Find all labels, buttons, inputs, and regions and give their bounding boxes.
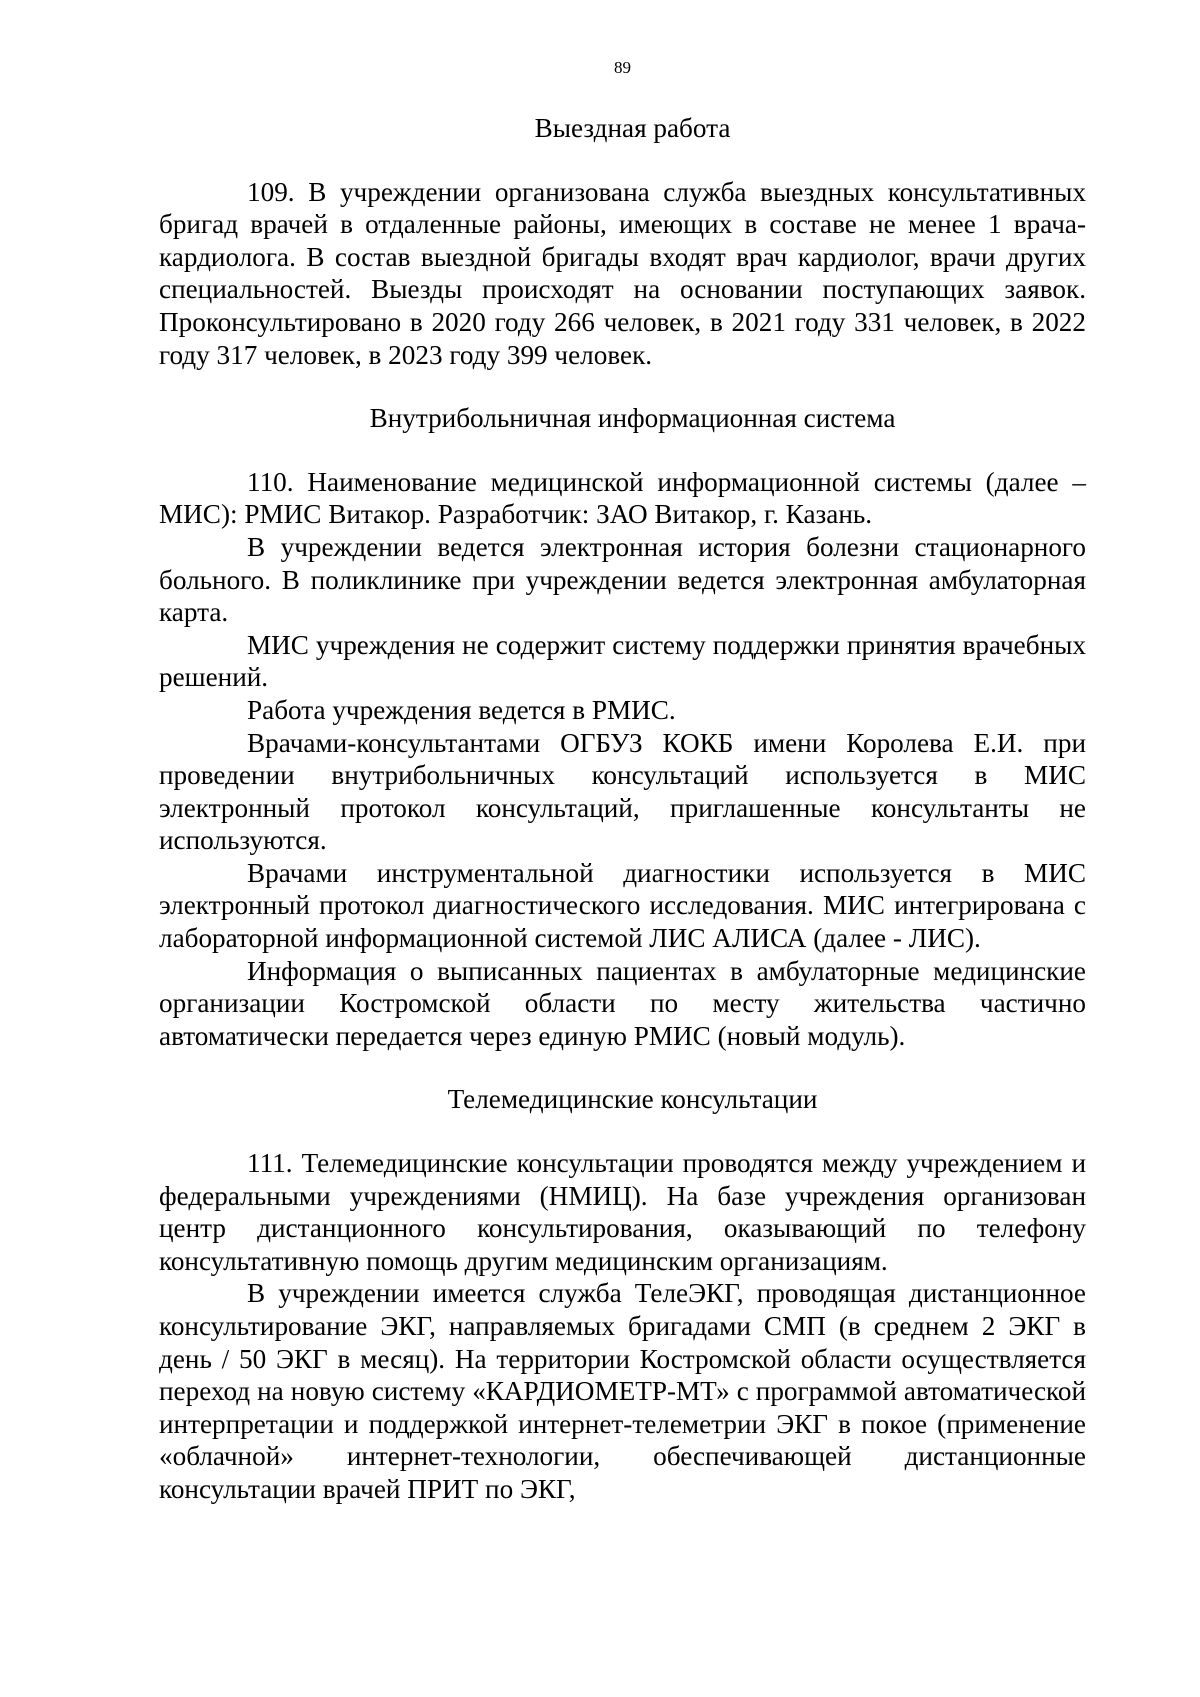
paragraph-110: 110. Наименование медицинской информационной системы (далее – МИС): РМИС Витакор. Разработчик: ЗАО Витакор, г. Казань. bbox=[159, 466, 1086, 530]
paragraph-discharged-patients: Информация о выписанных пациентах в амбулаторные медицинские организации Костромской области по месту жительства частично автоматически передается через единую РМИС (новый модуль). bbox=[159, 955, 1086, 1051]
page-number: 89 bbox=[614, 58, 631, 77]
document-body bbox=[159, 112, 1086, 1506]
paragraph-electronic-records: В учреждении ведется электронная история болезни стационарного больного. В поликлинике при учреждении ведется электронная амбулаторная карта. bbox=[159, 531, 1086, 628]
paragraph-rmis-work: Работа учреждения ведется в РМИС. bbox=[247, 694, 676, 725]
paragraph-tele-ecg: В учреждении имеется служба ТелеЭКГ, проводящая дистанционное консультирование ЭКГ, направляемых бригадами СМП (в среднем 2 ЭКГ в день / 50 ЭКГ в месяц). На территории Костромской области осуществляется переход на новую систему «КАРДИОМЕТР-МТ» с программой автоматической интерпретации и поддержкой интернет-телеметрии ЭКГ в покое (применение «облачной» интернет-технологии, обеспечивающей дистанционные консультации врачей ПРИТ по ЭКГ, bbox=[159, 1278, 1086, 1504]
section-heading-field-work: Выездная работа bbox=[534, 113, 731, 143]
paragraph-109: 109. В учреждении организована служба выездных консультативных бригад врачей в отдаленные районы, имеющих в составе не менее 1 врача-кардиолога. В состав выездной бригады входят врач кардиолог, врачи других специальностей. Выезды происходят на основании поступающих заявок. Проконсультировано в 2020 году 266 человек, в 2021 году 331 человек, в 2022 году 317 человек, в 2023 году 399 человек. bbox=[159, 176, 1086, 370]
paragraph-consultants: Врачами-консультантами ОГБУЗ КОКБ имени Королева Е.И. при проведении внутрибольничных консультаций используется в МИС электронный протокол консультаций, приглашенные консультанты не используются. bbox=[159, 727, 1086, 856]
paragraph-111: 111. Телемедицинские консультации проводятся между учреждением и федеральными учреждениями (НМИЦ). На базе учреждения организован центр дистанционного консультирования, оказывающий по телефону консультативную помощь другим медицинским организациям. bbox=[159, 1148, 1086, 1276]
section-heading-hospital-information-system: Внутрибольничная информационная система bbox=[369, 403, 896, 434]
paragraph-instrumental-diagnostics: Врачами инструментальной диагностики используется в МИС электронный протокол диагностического исследования. МИС интегрирована с лабораторной информационной системой ЛИС АЛИСА (далее - ЛИС). bbox=[159, 857, 1086, 954]
section-heading-telemedicine: Телемедицинские консультации bbox=[447, 1084, 818, 1115]
paragraph-decision-support: МИС учреждения не содержит систему поддержки принятия врачебных решений. bbox=[159, 629, 1086, 693]
